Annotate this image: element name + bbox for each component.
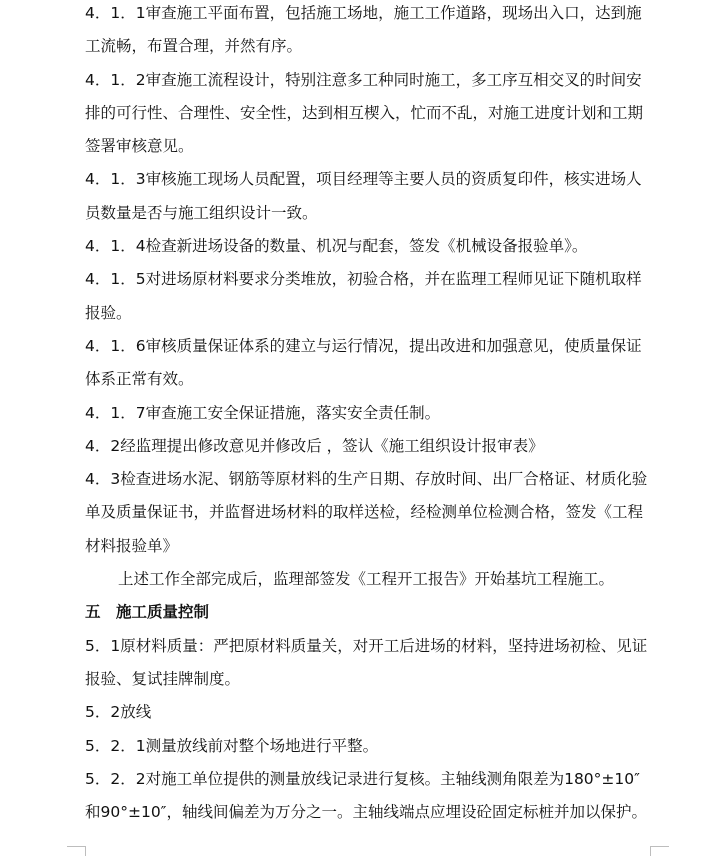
paragraph-4-1-5: 4．1．5对进场原材料要求分类堆放，初验合格，并在监理工程师见证下随机取样报验。 [85,270,642,322]
page-corner-mark-right [650,846,669,856]
paragraph-4-1-6: 4．1．6审核质量保证体系的建立与运行情况，提出改进和加强意见，使质量保证体系正常有效。 [85,336,642,389]
paragraph-4-1-1: 4．1．1审查施工平面布置，包括施工场地，施工工作道路，现场出入口，达到施工流畅，布置合理，并然有序。 [85,4,642,56]
paragraph-4-2: 4．2经监理提出修改意见并修改后 ，签认《施工组织设计报审表》 [85,436,544,455]
page-corner-mark-left [67,846,86,856]
paragraph-5-2-1: 5．2．1测量放线前对整个场地进行平整。 [85,736,379,755]
paragraph-4-3: 4．3检查进场水泥、钢筋等原材料的生产日期、存放时间、出厂合格证、材质化验单及质量保证书，并监督进场材料的取样送检，经检测单位检测合格，签发《工程材料报验单》 [85,470,648,555]
paragraph-5-1: 5．1原材料质量：严把原材料质量关，对开工后进场的材料，坚持进场初检、见证报验、复试挂牌制度。 [85,636,648,688]
section-heading-5: 五 施工质量控制 [85,603,210,622]
document-body [85,0,650,829]
paragraph-5-2-2: 5．2．2对施工单位提供的测量放线记录进行复核。主轴线测角限差为180°±10″和90°±10″，轴线间偏差为万分之一。主轴线端点应埋设砼固定标桩并加以保护。 [85,769,647,822]
paragraph-5-2: 5．2放线 [85,703,152,722]
paragraph-summary: 上述工作全部完成后，监理部签发《工程开工报告》开始基坑工程施工。 [118,570,615,589]
paragraph-4-1-7: 4．1．7审查施工安全保证措施，落实安全责任制。 [85,403,441,422]
paragraph-4-1-3: 4．1．3审核施工现场人员配置，项目经理等主要人员的资质复印件，核实进场人员数量是否与施工组织设计一致。 [85,170,642,222]
paragraph-4-1-2: 4．1．2审查施工流程设计，特别注意多工种同时施工，多工序互相交叉的时间安排的可行性、合理性、安全性，达到相互楔入，忙而不乱，对施工进度计划和工期签署审核意见。 [85,70,644,156]
paragraph-4-1-4: 4．1．4检查新进场设备的数量、机况与配套，签发《机械设备报验单》。 [85,237,588,256]
